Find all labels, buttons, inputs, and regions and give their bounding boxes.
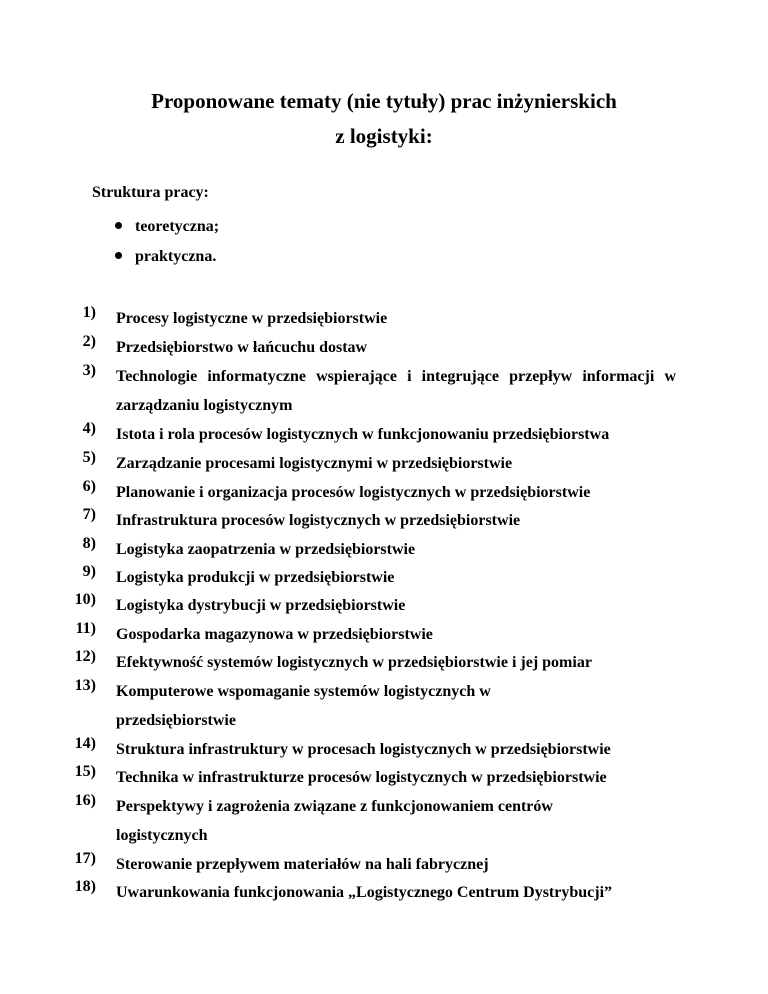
topic-number: 11) bbox=[75, 620, 96, 637]
topic-number: 6) bbox=[82, 478, 96, 495]
structure-item-practical bbox=[115, 248, 216, 266]
topic-text: Logistyka zaopatrzenia w przedsiębiorstwie bbox=[116, 541, 416, 558]
topic-text: Sterowanie przepływem materiałów na hali fabrycznej bbox=[116, 856, 489, 873]
topic-number: 14) bbox=[74, 735, 96, 752]
topic-number: 12) bbox=[74, 648, 96, 665]
bullet-icon bbox=[115, 222, 122, 229]
topic-number: 2) bbox=[82, 333, 96, 350]
structure-item-label: teoretyczna; bbox=[135, 218, 220, 235]
topic-text: Zarządzanie procesami logistycznymi w przedsiębiorstwie bbox=[116, 455, 513, 472]
topic-number: 7) bbox=[82, 506, 96, 523]
topic-number: 15) bbox=[74, 763, 96, 780]
structure-heading: Struktura pracy: bbox=[92, 184, 209, 201]
topic-text: Perspektywy i zagrożenia związane z funkcjonowaniem centrów logistycznych bbox=[116, 798, 553, 844]
topic-text: Efektywność systemów logistycznych w przedsiębiorstwie i jej pomiar bbox=[116, 654, 592, 671]
document-title-line-1: Proponowane tematy (nie tytuły) prac inżynierskich bbox=[151, 89, 617, 113]
topic-text: Logistyka produkcji w przedsiębiorstwie bbox=[116, 569, 395, 586]
topic-number: 3) bbox=[82, 362, 96, 379]
structure-item-label: praktyczna. bbox=[135, 248, 217, 265]
topic-text: Infrastruktura procesów logistycznych w przedsiębiorstwie bbox=[116, 512, 521, 529]
topic-number: 18) bbox=[74, 878, 96, 895]
topic-number: 17) bbox=[74, 850, 96, 867]
topic-text: Uwarunkowania funkcjonowania „Logistycznego Centrum Dystrybucji” bbox=[116, 884, 613, 901]
topic-number: 10) bbox=[74, 591, 96, 608]
document-title-line-2: z logistyki: bbox=[335, 124, 433, 148]
topic-number: 13) bbox=[74, 677, 96, 694]
topic-text: Procesy logistyczne w przedsiębiorstwie bbox=[116, 310, 388, 327]
topic-number: 9) bbox=[82, 563, 96, 580]
topic-text: Struktura infrastruktury w procesach logistycznych w przedsiębiorstwie bbox=[116, 741, 611, 758]
topic-text: Technologie informatyczne wspierające i integrujące przepływ informacji w zarządzaniu logistycznym bbox=[116, 368, 676, 414]
topic-text: Przedsiębiorstwo w łańcuchu dostaw bbox=[116, 339, 368, 356]
topic-text: Gospodarka magazynowa w przedsiębiorstwie bbox=[116, 626, 433, 643]
structure-item-theoretical bbox=[115, 218, 219, 236]
topic-number: 8) bbox=[82, 535, 96, 552]
topic-text: Technika w infrastrukturze procesów logistycznych w przedsiębiorstwie bbox=[116, 769, 607, 786]
topic-number: 4) bbox=[82, 420, 96, 437]
topic-text: Istota i rola procesów logistycznych w funkcjonowaniu przedsiębiorstwa bbox=[116, 426, 610, 443]
topic-number: 16) bbox=[74, 792, 96, 809]
topic-number: 5) bbox=[82, 449, 96, 466]
topic-text: Komputerowe wspomaganie systemów logistycznych w przedsiębiorstwie bbox=[116, 683, 491, 729]
topic-number: 1) bbox=[82, 304, 96, 321]
bullet-icon bbox=[115, 252, 122, 259]
topic-text: Planowanie i organizacja procesów logistycznych w przedsiębiorstwie bbox=[116, 484, 591, 501]
topic-text: Logistyka dystrybucji w przedsiębiorstwie bbox=[116, 597, 406, 614]
